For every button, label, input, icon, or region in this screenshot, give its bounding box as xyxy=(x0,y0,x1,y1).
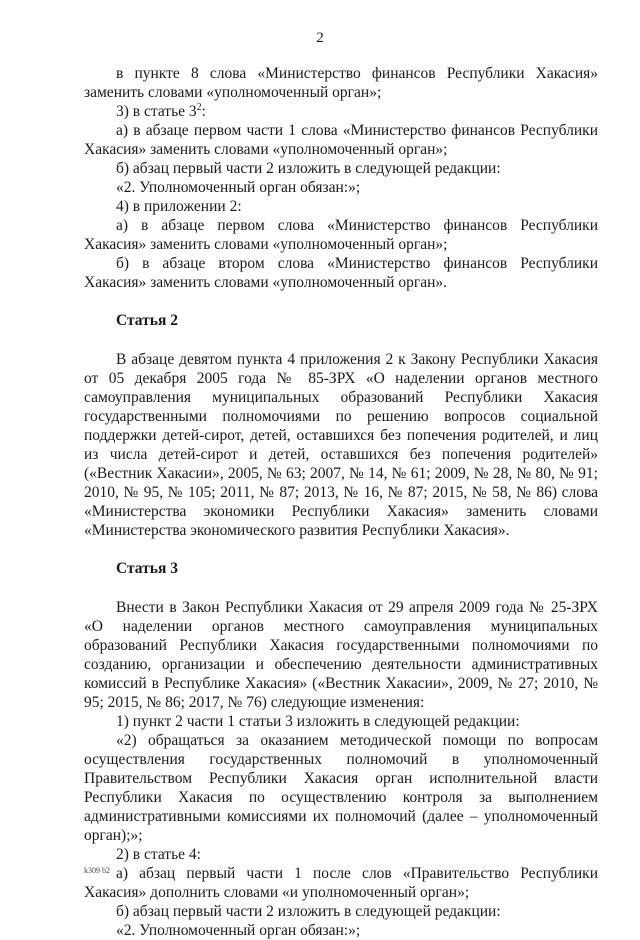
paragraph: «2. Уполномоченный орган обязан:»; xyxy=(116,179,361,196)
superscript: 2 xyxy=(196,101,202,113)
paragraph-text: 3) в статье 3 xyxy=(116,103,197,120)
paragraph: 4) в приложении 2: xyxy=(116,198,242,215)
paragraph: б) абзац первый части 2 изложить в следующей редакции: xyxy=(116,160,501,177)
paragraph: 1) пункт 2 части 1 статьи 3 изложить в следующей редакции: xyxy=(116,713,520,730)
paragraph: 2) в статье 4: xyxy=(116,846,201,863)
paragraph: Внести в Закон Республики Хакасия от 29 апреля 2009 года № 25-ЗРХ «О наделении органов местного самоуправления муниципальных образований Республики Хакасия государственными полномочиями по созданию, организации и обеспечению деятельности административных комиссий в Республике Хакасия» («Вестник Хакасии», 2009, № 27; 2010, № 95; 2015, № 86; 2017, № 76) следующие изменения: xyxy=(84,599,598,711)
paragraph: «2. Уполномоченный орган обязан:»; xyxy=(116,922,361,939)
footer-code: k309 b2 xyxy=(84,866,110,875)
paragraph: «2) обращаться за оказанием методической помощи по вопросам осуществления государственных полномочий в уполномоченный Правительством Республики Хакасия орган исполнительной власти Республики Хакасия по осуществлению контроля за выполнением административными комиссиями их полномочий (далее – уполномоченный орган);»; xyxy=(84,732,598,844)
document-body xyxy=(84,64,598,940)
article-2-heading: Статья 2 xyxy=(116,312,178,329)
paragraph: в пункте 8 слова «Министерство финансов Республики Хакасия» заменить словами «уполномоченный орган»; xyxy=(84,65,598,101)
paragraph-article-3 xyxy=(84,102,598,121)
paragraph: а) в абзаце первом слова «Министерство финансов Республики Хакасия» заменить словами «уполномоченный орган»; xyxy=(84,217,598,253)
page-number: 2 xyxy=(316,30,324,46)
paragraph: а) в абзаце первом части 1 слова «Министерство финансов Республики Хакасия» заменить словами «уполномоченный орган»; xyxy=(84,122,598,158)
colon: : xyxy=(201,103,206,120)
paragraph: б) абзац первый части 2 изложить в следующей редакции: xyxy=(116,903,501,920)
paragraph: а) абзац первый части 1 после слов «Правительство Республики Хакасия» дополнить словами «и уполномоченный орган»; xyxy=(84,865,598,901)
paragraph: б) в абзаце втором слова «Министерство финансов Республики Хакасия» заменить словами «уполномоченный орган». xyxy=(84,255,598,291)
article-2-text: В абзаце девятом пункта 4 приложения 2 к Закону Республики Хакасия от 05 декабря 2005 года № 85-ЗРХ «О наделении органов местного самоуправления муниципальных образований Республики Хакасия государственными полномочиями по решению вопросов социальной поддержки детей-сирот, детей, оставшихся без попечения родителей, и лиц из числа детей-сирот и детей, оставшихся без попечения родителей» («Вестник Хакасии», 2005, № 63; 2007, № 14, № 61; 2009, № 28, № 80, № 91; 2010, № 95, № 105; 2011, № 87; 2013, № 16, № 87; 2015, № 58, № 86) слова «Министерства экономики Республики Хакасия» заменить словами «Министерства экономического развития Республики Хакасия». xyxy=(84,351,598,539)
article-3-heading: Статья 3 xyxy=(116,560,178,577)
